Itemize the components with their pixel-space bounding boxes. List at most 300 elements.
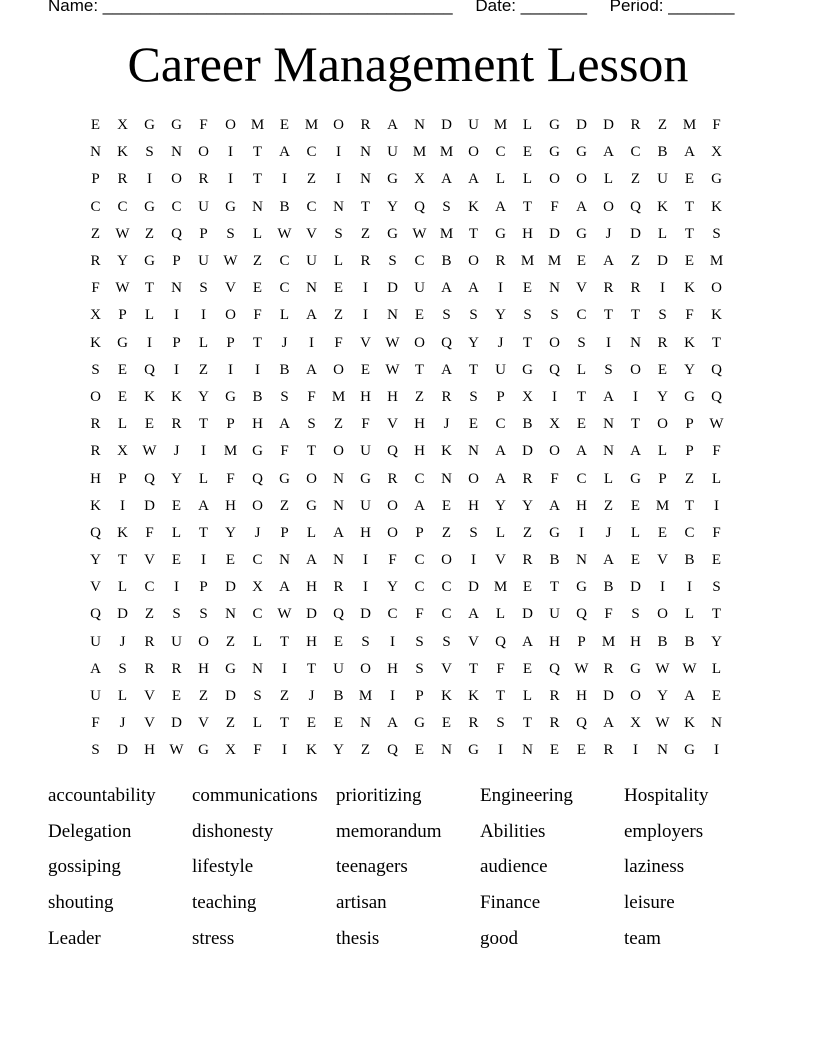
grid-letter: H (360, 388, 371, 405)
grid-letter: R (90, 443, 101, 460)
grid-letter: E (414, 742, 425, 759)
grid-letter: I (201, 307, 206, 324)
grid-letter: I (228, 144, 233, 161)
grid-letter: I (471, 552, 476, 569)
grid-letter: A (495, 443, 506, 460)
word-bank-item: shouting (48, 891, 114, 913)
grid-letter: L (576, 361, 587, 378)
grid-letter: A (441, 171, 452, 188)
grid-letter: R (522, 552, 533, 569)
grid-letter: G (630, 470, 641, 487)
grid-letter: Z (522, 524, 533, 541)
grid-letter: I (363, 280, 368, 297)
grid-row (82, 357, 730, 384)
grid-letter: T (522, 715, 533, 732)
grid-row (82, 737, 730, 764)
grid-letter: W (682, 660, 697, 677)
grid-letter: D (522, 443, 533, 460)
grid-letter: B (522, 416, 533, 433)
grid-letter: S (658, 307, 667, 324)
grid-letter: H (522, 225, 533, 242)
grid-letter: Y (387, 198, 398, 215)
grid-letter: E (171, 552, 182, 569)
grid-letter: I (363, 307, 368, 324)
grid-letter: B (279, 198, 290, 215)
grid-letter: Q (144, 470, 155, 487)
grid-letter: S (604, 361, 613, 378)
grid-letter: H (576, 497, 587, 514)
grid-letter: N (603, 443, 614, 460)
grid-letter: P (280, 524, 289, 541)
grid-letter: E (468, 416, 479, 433)
grid-letter: N (360, 144, 371, 161)
word-bank (48, 778, 768, 956)
grid-letter: D (576, 117, 587, 134)
grid-letter: N (603, 416, 614, 433)
grid-letter: P (226, 416, 235, 433)
grid-letter: L (495, 171, 506, 188)
grid-letter: R (549, 688, 560, 705)
grid-letter: F (712, 117, 721, 134)
grid-letter: U (414, 280, 425, 297)
grid-letter: J (443, 416, 450, 433)
grid-letter: M (709, 253, 724, 270)
grid-letter: E (117, 361, 128, 378)
grid-letter: I (660, 579, 665, 596)
grid-letter: S (469, 524, 478, 541)
grid-letter: Y (522, 497, 533, 514)
grid-letter: P (577, 633, 586, 650)
grid-letter: T (414, 361, 425, 378)
grid-letter: F (604, 606, 613, 623)
grid-letter: U (360, 443, 371, 460)
grid-letter: C (387, 606, 398, 623)
grid-letter: K (711, 307, 722, 324)
grid-letter: D (225, 579, 236, 596)
grid-letter: N (630, 334, 641, 351)
grid-letter: O (549, 334, 560, 351)
grid-letter: S (577, 334, 586, 351)
grid-row (82, 112, 730, 139)
grid-letter: Z (306, 171, 317, 188)
grid-letter: F (91, 280, 100, 297)
grid-letter: L (117, 416, 128, 433)
grid-letter: R (630, 117, 641, 134)
grid-letter: K (90, 497, 101, 514)
grid-letter: O (414, 334, 425, 351)
grid-letter: U (495, 361, 506, 378)
grid-letter: W (655, 715, 670, 732)
grid-letter: E (576, 742, 587, 759)
grid-letter: O (171, 171, 182, 188)
grid-letter: I (255, 361, 260, 378)
grid-letter: S (199, 280, 208, 297)
grid-letter: C (279, 280, 290, 297)
grid-letter: H (306, 633, 317, 650)
grid-letter: Y (198, 388, 209, 405)
grid-letter: A (306, 361, 317, 378)
grid-letter: L (252, 715, 263, 732)
grid-letter: Z (225, 715, 236, 732)
grid-letter: J (173, 443, 180, 460)
grid-letter: T (630, 307, 641, 324)
grid-letter: S (415, 633, 424, 650)
grid-letter: W (385, 361, 400, 378)
grid-letter: U (90, 633, 101, 650)
grid-letter: R (144, 660, 155, 677)
grid-letter: I (147, 334, 152, 351)
grid-letter: S (550, 307, 559, 324)
grid-letter: P (91, 171, 100, 188)
grid-letter: C (306, 198, 317, 215)
grid-letter: T (711, 334, 722, 351)
grid-letter: I (390, 633, 395, 650)
grid-letter: Q (252, 470, 263, 487)
grid-letter: G (117, 334, 128, 351)
grid-letter: D (306, 606, 317, 623)
grid-letter: T (144, 280, 155, 297)
grid-letter: O (468, 144, 479, 161)
grid-letter: A (684, 144, 695, 161)
word-bank-item: leisure (624, 891, 675, 913)
grid-letter: O (333, 443, 344, 460)
grid-letter: D (630, 225, 641, 242)
grid-row (82, 139, 730, 166)
grid-letter: J (281, 334, 288, 351)
grid-letter: E (225, 552, 236, 569)
grid-letter: S (388, 253, 397, 270)
grid-letter: S (415, 660, 424, 677)
grid-letter: O (441, 552, 452, 569)
grid-letter: U (171, 633, 182, 650)
grid-letter: N (414, 117, 425, 134)
worksheet-header (48, 0, 734, 16)
grid-letter: J (497, 334, 504, 351)
grid-letter: A (576, 198, 587, 215)
grid-letter: P (685, 443, 694, 460)
grid-letter: U (657, 171, 668, 188)
grid-letter: Z (144, 606, 155, 623)
grid-letter: T (198, 524, 209, 541)
grid-letter: M (601, 633, 616, 650)
word-bank-item: laziness (624, 856, 685, 878)
grid-letter: W (412, 225, 427, 242)
grid-letter: T (468, 225, 479, 242)
grid-letter: X (630, 715, 641, 732)
grid-letter: G (549, 117, 560, 134)
grid-row (82, 683, 730, 710)
grid-letter: C (630, 144, 641, 161)
grid-letter: A (495, 198, 506, 215)
grid-letter: L (306, 524, 317, 541)
grid-letter: L (684, 606, 695, 623)
grid-letter: T (522, 334, 533, 351)
word-bank-item: dishonesty (192, 820, 274, 842)
grid-letter: E (576, 253, 587, 270)
grid-letter: S (523, 307, 532, 324)
grid-letter: G (576, 225, 587, 242)
grid-letter: R (603, 742, 614, 759)
grid-letter: D (468, 579, 479, 596)
grid-letter: V (90, 579, 101, 596)
grid-letter: M (682, 117, 697, 134)
grid-letter: O (630, 361, 641, 378)
grid-letter: G (144, 117, 155, 134)
grid-letter: S (280, 388, 289, 405)
grid-letter: R (171, 660, 182, 677)
grid-letter: I (390, 688, 395, 705)
grid-letter: E (252, 280, 263, 297)
period-field-label: Period: _______ (609, 0, 735, 15)
grid-row (82, 710, 730, 737)
grid-letter: C (684, 524, 695, 541)
grid-letter: S (442, 307, 451, 324)
grid-letter: E (522, 280, 533, 297)
grid-letter: A (495, 470, 506, 487)
grid-letter: K (684, 334, 695, 351)
grid-letter: S (91, 742, 100, 759)
grid-letter: G (549, 144, 560, 161)
grid-row (82, 656, 730, 683)
grid-letter: E (171, 688, 182, 705)
word-bank-item: gossiping (48, 856, 121, 878)
grid-letter: Q (90, 606, 101, 623)
grid-letter: K (468, 198, 479, 215)
grid-letter: A (441, 280, 452, 297)
grid-letter: Z (225, 633, 236, 650)
grid-letter: F (712, 524, 721, 541)
grid-letter: Z (279, 497, 290, 514)
grid-letter: E (711, 552, 722, 569)
grid-letter: O (198, 144, 209, 161)
grid-letter: O (387, 524, 398, 541)
grid-letter: S (631, 606, 640, 623)
grid-letter: O (360, 660, 371, 677)
grid-letter: X (225, 742, 236, 759)
grid-letter: S (199, 606, 208, 623)
grid-row (82, 438, 730, 465)
word-bank-row (48, 921, 768, 957)
grid-letter: U (306, 253, 317, 270)
grid-letter: Y (657, 388, 668, 405)
grid-letter: F (550, 198, 559, 215)
grid-letter: E (441, 715, 452, 732)
grid-letter: Y (387, 579, 398, 596)
grid-letter: Z (252, 253, 263, 270)
grid-letter: E (684, 253, 695, 270)
grid-letter: H (387, 660, 398, 677)
grid-letter: N (576, 552, 587, 569)
word-bank-item: Hospitality (624, 784, 709, 806)
grid-letter: D (117, 606, 128, 623)
grid-letter: E (522, 579, 533, 596)
grid-letter: J (308, 688, 315, 705)
grid-letter: C (441, 606, 452, 623)
grid-letter: S (172, 606, 181, 623)
grid-letter: K (441, 688, 452, 705)
grid-letter: T (576, 388, 587, 405)
grid-letter: N (171, 144, 182, 161)
grid-letter: H (414, 443, 425, 460)
grid-letter: R (117, 171, 128, 188)
grid-letter: A (603, 253, 614, 270)
grid-letter: Y (90, 552, 101, 569)
grid-letter: G (495, 225, 506, 242)
grid-letter: B (441, 253, 452, 270)
grid-letter: I (687, 579, 692, 596)
grid-letter: L (711, 470, 722, 487)
grid-letter: Z (630, 171, 641, 188)
grid-letter: A (684, 688, 695, 705)
grid-letter: M (412, 144, 427, 161)
grid-letter: Y (225, 524, 236, 541)
grid-letter: X (117, 443, 128, 460)
grid-letter: F (415, 606, 424, 623)
grid-letter: R (387, 470, 398, 487)
grid-letter: N (387, 307, 398, 324)
word-bank-item: thesis (336, 927, 380, 949)
grid-letter: E (171, 497, 182, 514)
grid-letter: R (360, 117, 371, 134)
grid-letter: V (306, 225, 317, 242)
grid-letter: R (171, 416, 182, 433)
grid-letter: M (439, 144, 454, 161)
grid-letter: U (333, 660, 344, 677)
grid-letter: E (90, 117, 101, 134)
grid-letter: Y (495, 307, 506, 324)
grid-letter: Z (333, 416, 344, 433)
grid-letter: W (169, 742, 184, 759)
grid-letter: O (225, 307, 236, 324)
grid-letter: N (252, 660, 263, 677)
grid-letter: O (468, 470, 479, 487)
grid-letter: F (307, 388, 316, 405)
grid-letter: I (174, 307, 179, 324)
grid-letter: G (630, 660, 641, 677)
grid-letter: Z (360, 225, 371, 242)
grid-letter: Q (630, 198, 641, 215)
grid-letter: G (387, 225, 398, 242)
grid-letter: M (304, 117, 319, 134)
grid-letter: Z (198, 688, 209, 705)
grid-letter: A (90, 660, 101, 677)
grid-letter: I (309, 334, 314, 351)
grid-letter: R (468, 715, 479, 732)
grid-letter: T (468, 361, 479, 378)
grid-letter: V (225, 280, 236, 297)
grid-letter: Y (171, 470, 182, 487)
grid-letter: A (306, 307, 317, 324)
grid-letter: W (385, 334, 400, 351)
grid-letter: I (498, 280, 503, 297)
grid-letter: V (441, 660, 452, 677)
word-bank-item: good (480, 927, 518, 949)
grid-letter: I (552, 388, 557, 405)
grid-letter: N (333, 497, 344, 514)
grid-letter: N (90, 144, 101, 161)
grid-letter: T (549, 579, 560, 596)
grid-letter: G (522, 361, 533, 378)
grid-letter: X (90, 307, 101, 324)
grid-letter: V (144, 715, 155, 732)
grid-letter: F (388, 552, 397, 569)
grid-letter: M (250, 117, 265, 134)
grid-letter: O (576, 171, 587, 188)
grid-letter: G (198, 742, 209, 759)
grid-letter: U (198, 198, 209, 215)
word-bank-item: Delegation (48, 820, 132, 842)
word-search-grid (82, 112, 730, 765)
word-bank-item: Engineering (480, 784, 573, 806)
grid-letter: T (117, 552, 128, 569)
grid-letter: O (333, 117, 344, 134)
grid-letter: E (711, 688, 722, 705)
grid-letter: P (658, 470, 667, 487)
grid-letter: H (387, 388, 398, 405)
grid-letter: I (228, 361, 233, 378)
grid-letter: S (442, 198, 451, 215)
grid-letter: R (603, 280, 614, 297)
grid-letter: A (387, 117, 398, 134)
grid-letter: R (144, 633, 155, 650)
grid-letter: Z (333, 307, 344, 324)
grid-letter: A (441, 361, 452, 378)
grid-row (82, 547, 730, 574)
grid-letter: K (117, 524, 128, 541)
grid-letter: L (333, 253, 344, 270)
grid-letter: I (633, 388, 638, 405)
grid-letter: G (576, 144, 587, 161)
grid-letter: N (360, 171, 371, 188)
grid-letter: B (684, 552, 695, 569)
grid-letter: R (495, 253, 506, 270)
grid-letter: L (522, 117, 533, 134)
grid-letter: E (414, 307, 425, 324)
grid-letter: F (280, 443, 289, 460)
word-bank-item: Leader (48, 927, 101, 949)
grid-row (82, 411, 730, 438)
grid-letter: H (252, 416, 263, 433)
grid-letter: T (495, 688, 506, 705)
grid-letter: T (252, 334, 263, 351)
word-bank-item: teaching (192, 891, 257, 913)
grid-letter: C (306, 144, 317, 161)
word-bank-item: teenagers (336, 856, 408, 878)
grid-row (82, 520, 730, 547)
grid-letter: C (441, 579, 452, 596)
grid-letter: S (253, 688, 262, 705)
grid-letter: H (198, 660, 209, 677)
grid-letter: P (685, 416, 694, 433)
grid-letter: X (522, 388, 533, 405)
grid-letter: D (387, 280, 398, 297)
grid-letter: U (468, 117, 479, 134)
grid-letter: I (120, 497, 125, 514)
grid-row (82, 465, 730, 492)
grid-letter: A (306, 552, 317, 569)
grid-letter: G (306, 497, 317, 514)
grid-letter: W (655, 660, 670, 677)
grid-letter: T (306, 443, 317, 460)
grid-letter: S (469, 307, 478, 324)
grid-letter: H (360, 524, 371, 541)
grid-letter: T (468, 660, 479, 677)
grid-letter: I (174, 579, 179, 596)
grid-letter: J (119, 633, 126, 650)
grid-letter: R (360, 253, 371, 270)
grid-letter: A (333, 524, 344, 541)
grid-letter: N (711, 715, 722, 732)
